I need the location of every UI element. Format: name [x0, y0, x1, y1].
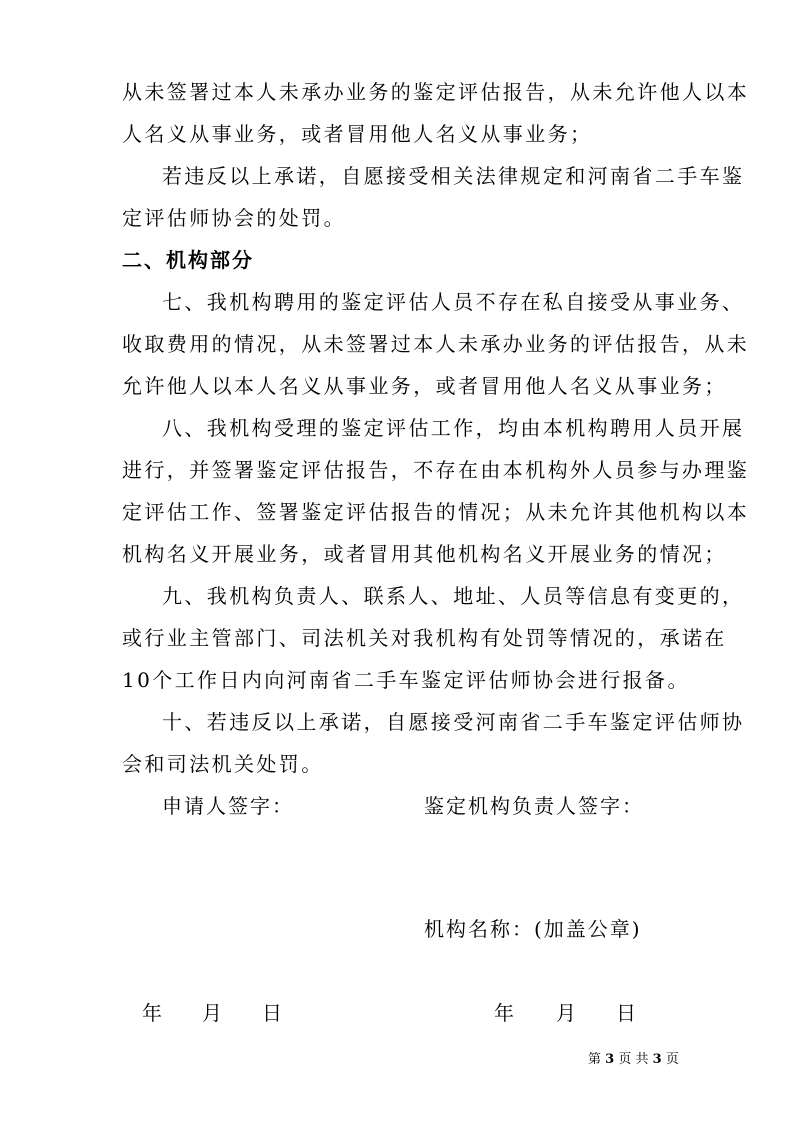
institution-head-signature-label: 鉴定机构负责人签字： [424, 794, 644, 818]
body-line: 若违反以上承诺，自愿接受相关法律规定和河南省二手车鉴 [162, 164, 745, 188]
body-line: 进行，并签署鉴定评估报告，不存在由本机构外人员参与办理鉴 [122, 458, 750, 482]
body-line: 八、我机构受理的鉴定评估工作，均由本机构聘用人员开展 [162, 416, 745, 440]
body-line: 10个工作日内向河南省二手车鉴定评估师协会进行报备。 [122, 668, 690, 692]
footer-suffix: 页 [665, 1052, 679, 1067]
footer-prefix: 第 [588, 1052, 602, 1067]
right-date-day: 日 [616, 1001, 636, 1025]
body-line: 允许他人以本人名义从事业务，或者冒用他人名义从事业务； [122, 374, 727, 398]
left-date-day: 日 [262, 1001, 282, 1025]
body-line: 定评估工作、签署鉴定评估报告的情况；从未允许其他机构以本 [122, 500, 750, 524]
body-line: 十、若违反以上承诺，自愿接受河南省二手车鉴定评估师协 [162, 710, 745, 734]
right-date-year: 年 [494, 1001, 514, 1025]
body-line: 机构名义开展业务，或者冒用其他机构名义开展业务的情况； [122, 542, 727, 566]
left-date-year: 年 [142, 1001, 162, 1025]
right-date-month: 月 [556, 1001, 576, 1025]
body-line: 从未签署过本人未承办业务的鉴定评估报告，从未允许他人以本 [122, 80, 750, 104]
body-line: 收取费用的情况，从未签署过本人未承办业务的评估报告，从未 [122, 332, 750, 356]
left-date-month: 月 [202, 1001, 222, 1025]
body-line: 人名义从事业务，或者冒用他人名义从事业务； [122, 122, 593, 146]
current-page-number: 3 [605, 1052, 615, 1067]
total-page-number: 3 [652, 1052, 662, 1067]
body-line: 或行业主管部门、司法机关对我机构有处罚等情况的，承诺在 [122, 626, 727, 650]
institution-name-label: 机构名称：(加盖公章) [424, 917, 642, 941]
body-line: 九、我机构负责人、联系人、地址、人员等信息有变更的， [162, 584, 745, 608]
page-number-footer [588, 1052, 679, 1068]
footer-middle: 页 共 [618, 1052, 649, 1067]
section-heading: 二、机构部分 [122, 248, 254, 272]
body-line: 定评估师协会的处罚。 [122, 206, 346, 230]
body-line: 七、我机构聘用的鉴定评估人员不存在私自接受从事业务、 [162, 290, 745, 314]
body-line: 会和司法机关处罚。 [122, 752, 324, 776]
applicant-signature-label: 申请人签字： [162, 794, 294, 818]
